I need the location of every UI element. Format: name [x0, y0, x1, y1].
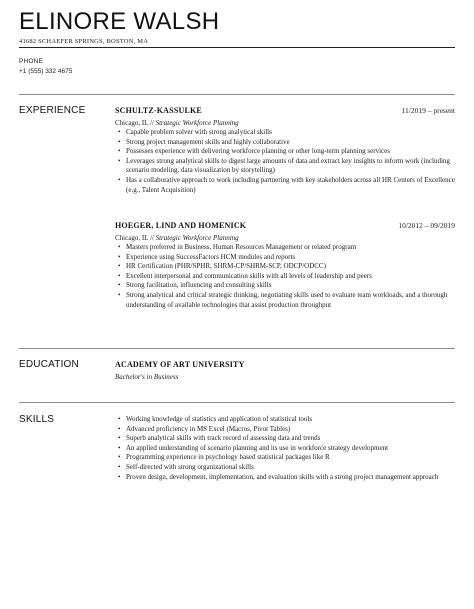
- job-separator: //: [148, 119, 156, 127]
- education-header: [115, 360, 455, 372]
- list-item: • Excellent interpersonal and communication skills with all levels of leadership and peers: [126, 272, 455, 282]
- list-item: • Strong facilitation, influencing and consulting skills: [126, 281, 455, 291]
- list-item: • Programming experience in psychology based statistical packages like R: [126, 453, 455, 463]
- phone-label: PHONE: [19, 58, 44, 65]
- job-dates: 11/2019 – present: [401, 106, 455, 115]
- header-divider: [19, 47, 455, 48]
- education-heading: EDUCATION: [19, 359, 79, 370]
- list-item: • HR Certification (PHR/SPHR, SHRM-CP/SHRM-SCP, ODCP/ODCC): [126, 262, 455, 272]
- list-item: • Strong analytical and critical strategic thinking, negotiating skills used to evaluate team workloads, and a thorough understanding of available technologies that assist production throughput: [126, 291, 455, 310]
- job-title: Strategic Workforce Planning: [155, 119, 239, 127]
- job-separator: //: [148, 234, 156, 242]
- list-item: • An applied understanding of scenario planning and its use in workforce strategy development: [126, 444, 455, 454]
- job-entry: [115, 106, 455, 195]
- list-item: • Possesses experience with delivering workforce planning or other long-term planning services: [126, 147, 455, 157]
- skills-heading: SKILLS: [19, 414, 55, 425]
- job-bullets: [115, 243, 455, 310]
- job-location-title: [115, 233, 455, 243]
- job-entry: [115, 221, 455, 310]
- job-company: SCHULTZ-KASSULKE: [115, 106, 202, 115]
- candidate-address: 41682 SCHAEFER SPRINGS, BOSTON, MA: [19, 38, 149, 45]
- job-dates: 10/2012 – 09/2019: [398, 221, 455, 230]
- experience-heading: EXPERIENCE: [19, 105, 86, 116]
- education-entry: [115, 360, 455, 382]
- list-item: • Strong project management skills and highly collaborative: [126, 138, 455, 148]
- education-divider: [19, 348, 455, 349]
- skills-list: [115, 415, 455, 482]
- degree: Bachelor's in Business: [115, 373, 179, 381]
- job-location: Chicago, IL: [115, 234, 149, 242]
- list-item: • Experience using SuccessFactors HCM modules and reports: [126, 253, 455, 263]
- phone-number: +1 (555) 332 4675: [19, 68, 73, 75]
- list-item: • Proven design, development, implementation, and evaluation skills with a strong project management approach: [126, 473, 455, 483]
- list-item: • Advanced proficiency in MS Excel (Macros, Pivot Tables): [126, 425, 455, 435]
- list-item: • Superb analytical skills with track record of assessing data and trends: [126, 434, 455, 444]
- job-location-title: [115, 118, 455, 128]
- job-location: Chicago, IL: [115, 119, 149, 127]
- list-item: • Leverages strong analytical skills to digest large amounts of data and extract key insights to inform work (including scenario modeling, data visualization by storytelling): [126, 157, 455, 176]
- job-company: HOEGER, LIND AND HOMENICK: [115, 221, 247, 230]
- experience-divider: [19, 94, 455, 95]
- school-name: ACADEMY OF ART UNIVERSITY: [115, 360, 245, 369]
- job-header: [115, 106, 455, 118]
- job-bullets: [115, 128, 455, 195]
- skills-entry: [115, 415, 455, 482]
- skills-divider: [19, 402, 455, 403]
- list-item: • Working knowledge of statistics and application of statistical tools: [126, 415, 455, 425]
- list-item: • Self-directed with strong organizational skills: [126, 463, 455, 473]
- candidate-name: ELINORE WALSH: [19, 8, 220, 35]
- job-header: [115, 221, 455, 233]
- list-item: • Capable problem solver with strong analytical skills: [126, 128, 455, 138]
- job-title: Strategic Workforce Planning: [155, 234, 239, 242]
- list-item: • Has a collaborative approach to work including partnering with key stakeholders across all HR Centers of Excellence (e.g., Talent Acquisition): [126, 176, 455, 195]
- list-item: • Masters preferred in Business, Human Resources Management or related program: [126, 243, 455, 253]
